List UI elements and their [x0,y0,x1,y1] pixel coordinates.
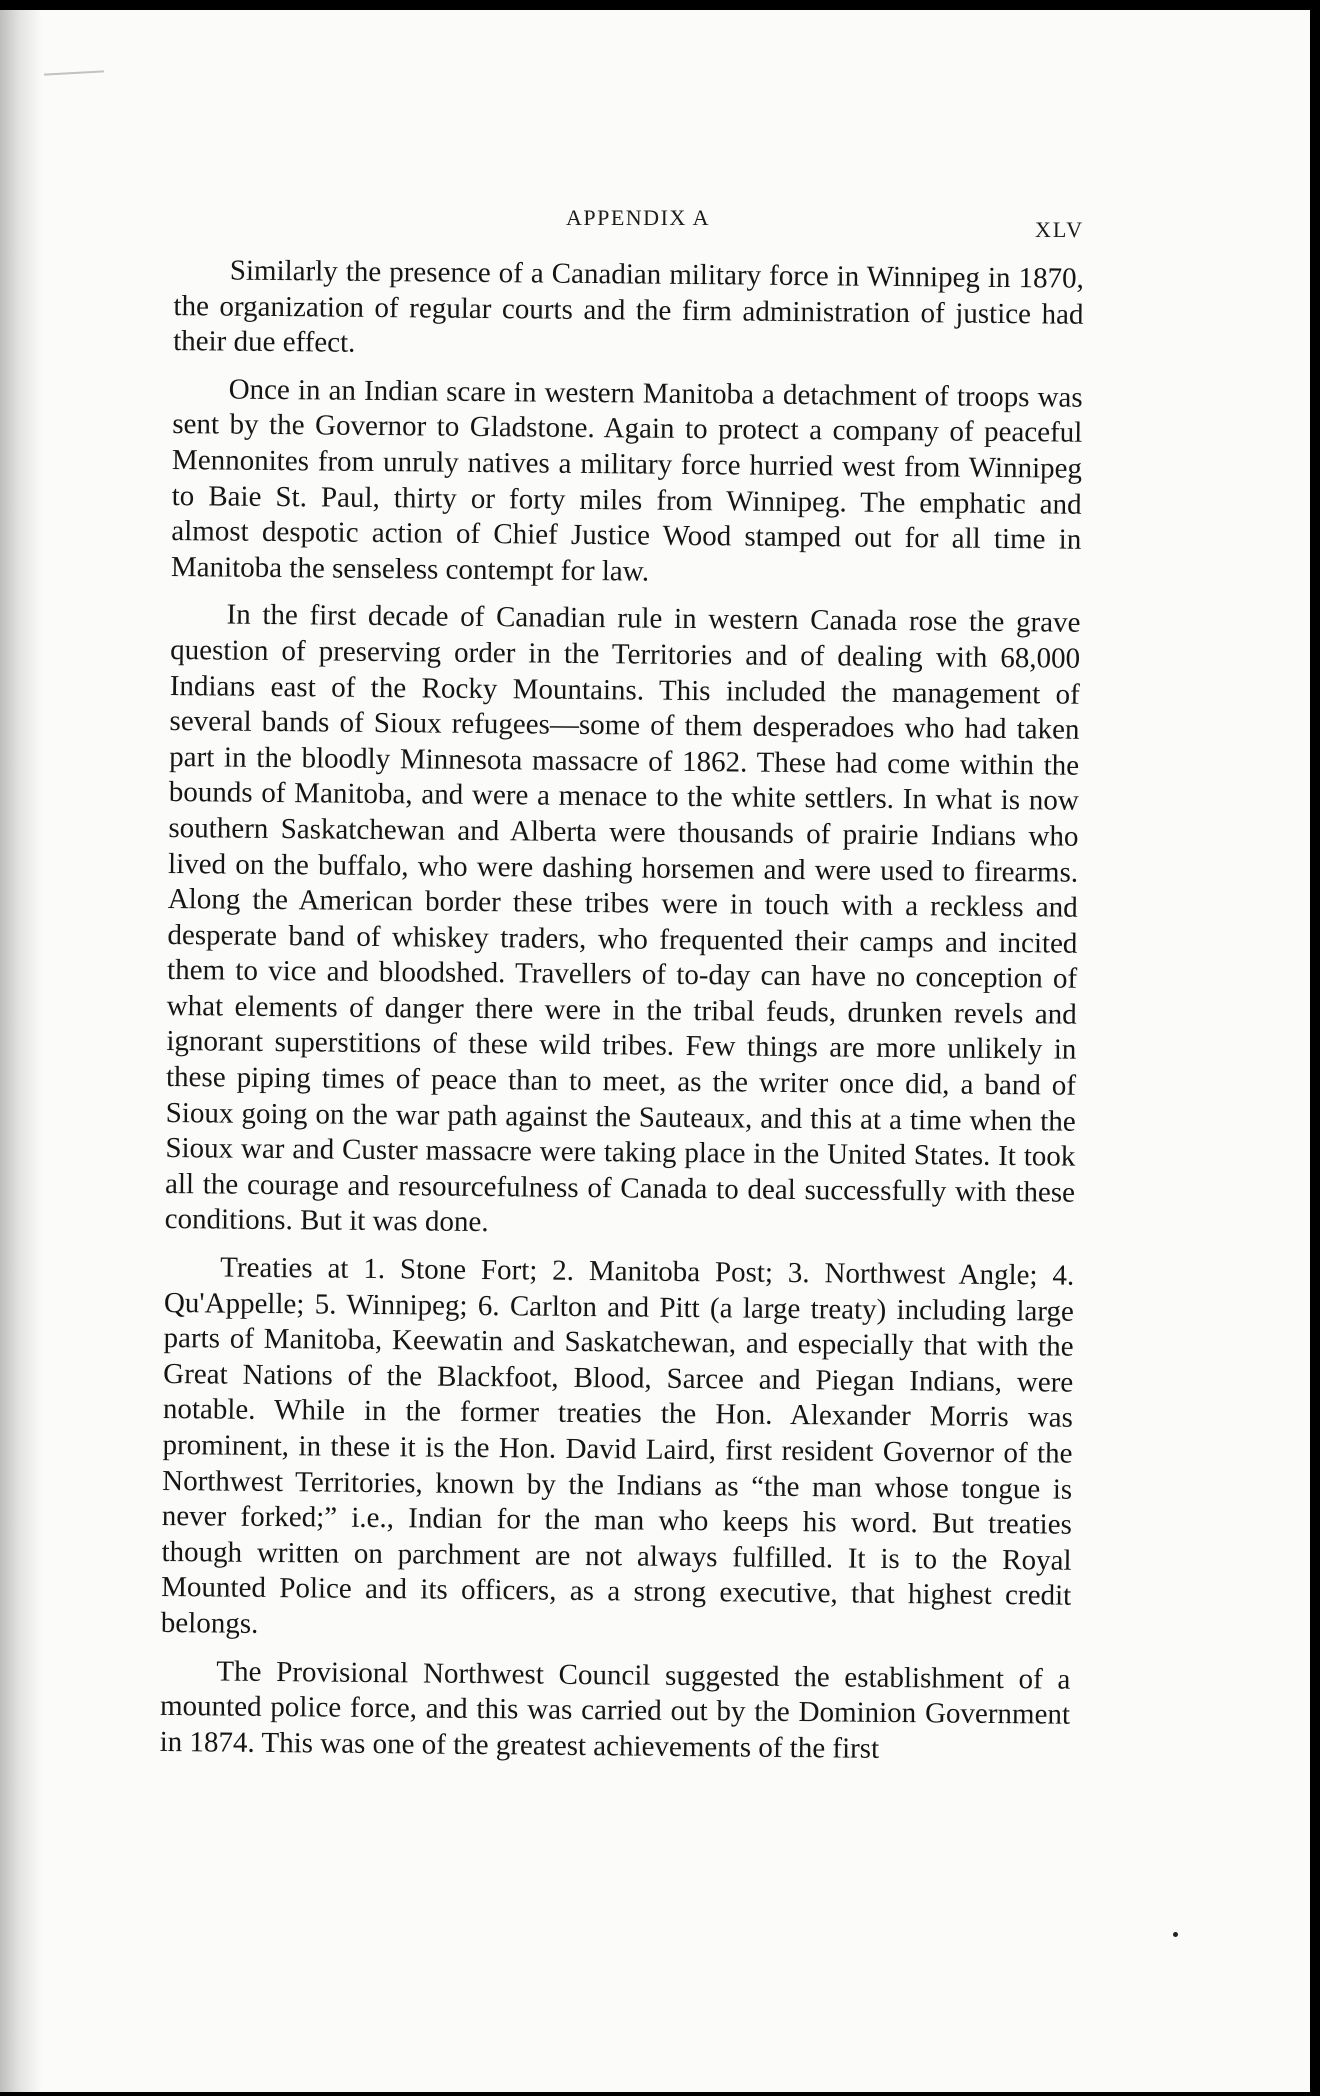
paragraph-3: In the first decade of Canadian rule in western Canada rose the grave question of preserving order in the Territories and of dealing with 68,000 Indians east of the Rocky Mountains. This included the management of several bands of Sioux refugees—some of them desperadoes who had taken part in the bloodly Minnesota massacre of 1862. These had come within the bounds of Manitoba, and were a menace to the white settlers. In what is now southern Saskatchewan and Alberta were thousands of prairie Indians who lived on the buffalo, who were dashing horsemen and were used to firearms. Along the American border these tribes were in touch with a reckless and desperate band of whiskey traders, who frequented their camps and incited them to vice and bloodshed. Travellers of to-day can have no conception of what elements of danger there were in the tribal feuds, drunken revels and ignorant superstitions of these wild tribes. Few things are more unlikely in these piping times of peace than to meet, as the writer once did, a band of Sioux going on the war path against the Sauteaux, and this at a time when the Sioux war and Custer massacre were taking place in the United States. It took all the courage and resourcefulness of Canada to deal successfully with these conditions. But it was done. [164,598,1081,1239]
running-title: APPENDIX A [566,205,710,230]
paragraph-2: Once in an Indian scare in western Manitoba a detachment of troops was sent by the Governor to Gladstone. Again to protect a company of peaceful Mennonites from unruly natives a military force hurried west from Winnipeg to Baie St. Paul, thirty or forty miles from Winnipeg. The emphatic and almost despotic action of Chief Justice Wood stamped out for all time in Manitoba the senseless contempt for law. [170,373,1083,588]
paragraph-5: The Provisional Northwest Council suggested the establishment of a mounted police force, and this was carried out by the Dominion Government in 1874. This was one of the greatest achievements of the first [159,1655,1071,1765]
binding-shadow [0,10,42,2092]
body-text [159,253,1084,1822]
paragraph-4: Treaties at 1. Stone Fort; 2. Manitoba Post; 3. Northwest Angle; 4. Qu'Appelle; 5. Winnipeg; 6. Carlton and Pitt (a large treaty) including large parts of Manitoba, Keewatin and Saskatchewan, and especially that with the Great Nations of the Blackfoot, Blood, Sarcee and Piegan Indians, were notable. While in the former treaties the Hon. Alexander Morris was prominent, in these it is the Hon. David Laird, first resident Governor of the Northwest Territories, known by the Indians as “the man whose tongue is never forked;” i.e., Indian for the man who keeps his word. But treaties though written on parchment are not always fulfilled. It is to the Royal Mounted Police and its officers, as a strong executive, that highest credit belongs. [160,1251,1075,1640]
margin-mark [44,70,104,75]
running-head [0,205,1310,245]
book-page [0,10,1310,2092]
page-number: XLV [1035,217,1085,242]
paragraph-1: Similarly the presence of a Canadian military force in Winnipeg in 1870, the organization of regular courts and the firm administration of justice had their due effect. [172,254,1084,359]
print-speck [1173,1932,1178,1937]
